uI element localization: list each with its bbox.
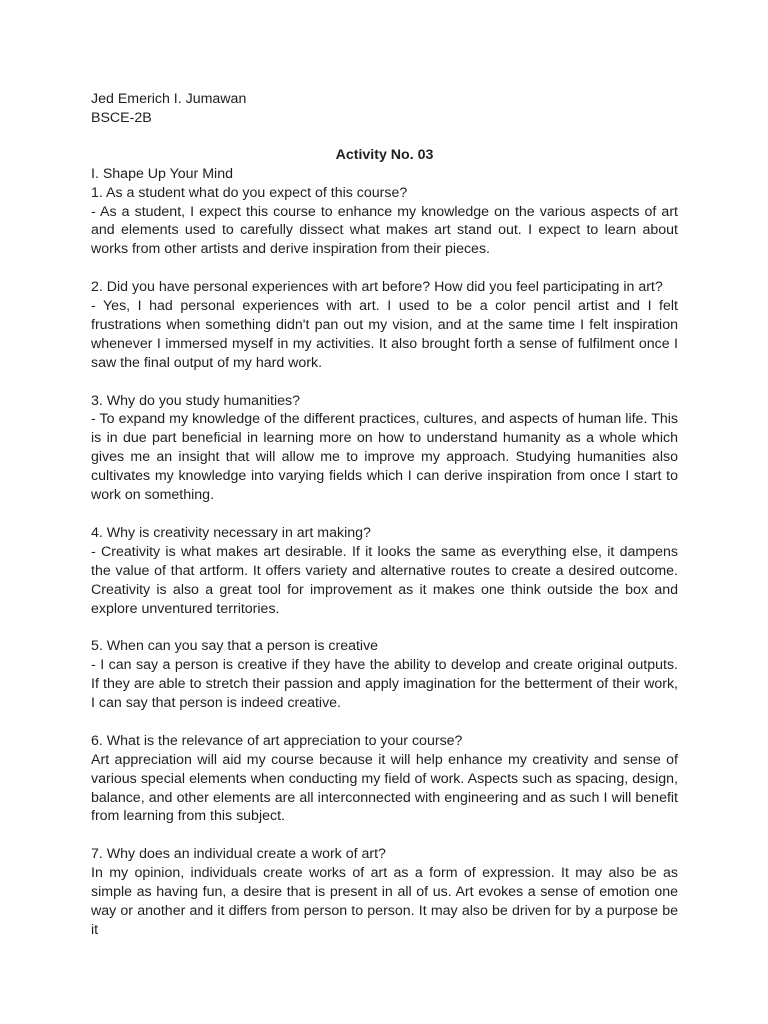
author-section: BSCE-2B	[91, 109, 152, 126]
answer-2: - Yes, I had personal experiences with art. I used to be a color pencil artist and I felt frustrations when something didn't pan out my vision, and at the same time I felt inspiration whenever I immersed myself in my activities. It also brought forth a sense of fulfilment once I saw the final output of my hard work.	[91, 298, 678, 371]
part-heading: I. Shape Up Your Mind	[91, 165, 233, 182]
question-5: 5. When can you say that a person is creative	[91, 638, 379, 655]
question-1: 1. As a student what do you expect of this course?	[91, 184, 408, 201]
qa-item-2	[91, 278, 678, 373]
answer-4: - Creativity is what makes art desirable. If it looks the same as everything else, it dampens the value of that artform. It offers variety and alternative routes to create a desired outcome. Creativity is also a great tool for improvement as it makes one think outside the box and explore unventured territories.	[91, 543, 678, 617]
question-4: 4. Why is creativity necessary in art making?	[91, 524, 371, 541]
activity-title: Activity No. 03	[335, 146, 434, 163]
answer-5: - I can say a person is creative if they have the ability to develop and create original outputs. If they are able to stretch their passion and apply imagination for the betterment of their work, I can say that person is indeed creative.	[91, 657, 678, 712]
document-body	[91, 90, 678, 940]
answer-6: Art appreciation will aid my course because it will help enhance my creativity and sense of various special elements when conducting my field of work. Aspects such as spacing, design, balance, and other elements are all interconnected with engineering and as such I will benefit from learning from this subject.	[91, 751, 678, 825]
question-7: 7. Why does an individual create a work of art?	[91, 846, 386, 863]
qa-item-4	[91, 524, 678, 619]
question-3: 3. Why do you study humanities?	[91, 392, 300, 409]
question-2: 2. Did you have personal experiences with art before? How did you feel participating in art?	[91, 279, 663, 296]
answer-1: - As a student, I expect this course to enhance my knowledge on the various aspects of art and elements used to carefully dissect what makes art stand out. I expect to learn about works from other artists and derive inspiration from their pieces.	[91, 203, 678, 258]
qa-item-1	[91, 184, 678, 260]
qa-section	[91, 184, 678, 940]
author-name: Jed Emerich I. Jumawan	[91, 91, 247, 107]
question-6: 6. What is the relevance of art appreciation to your course?	[91, 732, 463, 749]
answer-3: - To expand my knowledge of the different practices, cultures, and aspects of human life. This is in due part beneficial in learning more on how to understand humanity as a whole which gives me an insight that will allow me to improve my approach. Studying humanities also cultivates my knowledge into varying fields which I can derive inspiration from once I start to work on something.	[91, 411, 678, 504]
qa-item-5	[91, 637, 678, 713]
qa-item-3	[91, 392, 678, 505]
answer-7: In my opinion, individuals create works of art as a form of expression. It may also be as simple as having fun, a desire that is present in all of us. Art evokes a sense of emotion one way or another and it differs from person to person. It may also be driven for by a purpose be it	[91, 865, 678, 938]
qa-item-7	[91, 845, 678, 940]
qa-item-6	[91, 732, 678, 827]
